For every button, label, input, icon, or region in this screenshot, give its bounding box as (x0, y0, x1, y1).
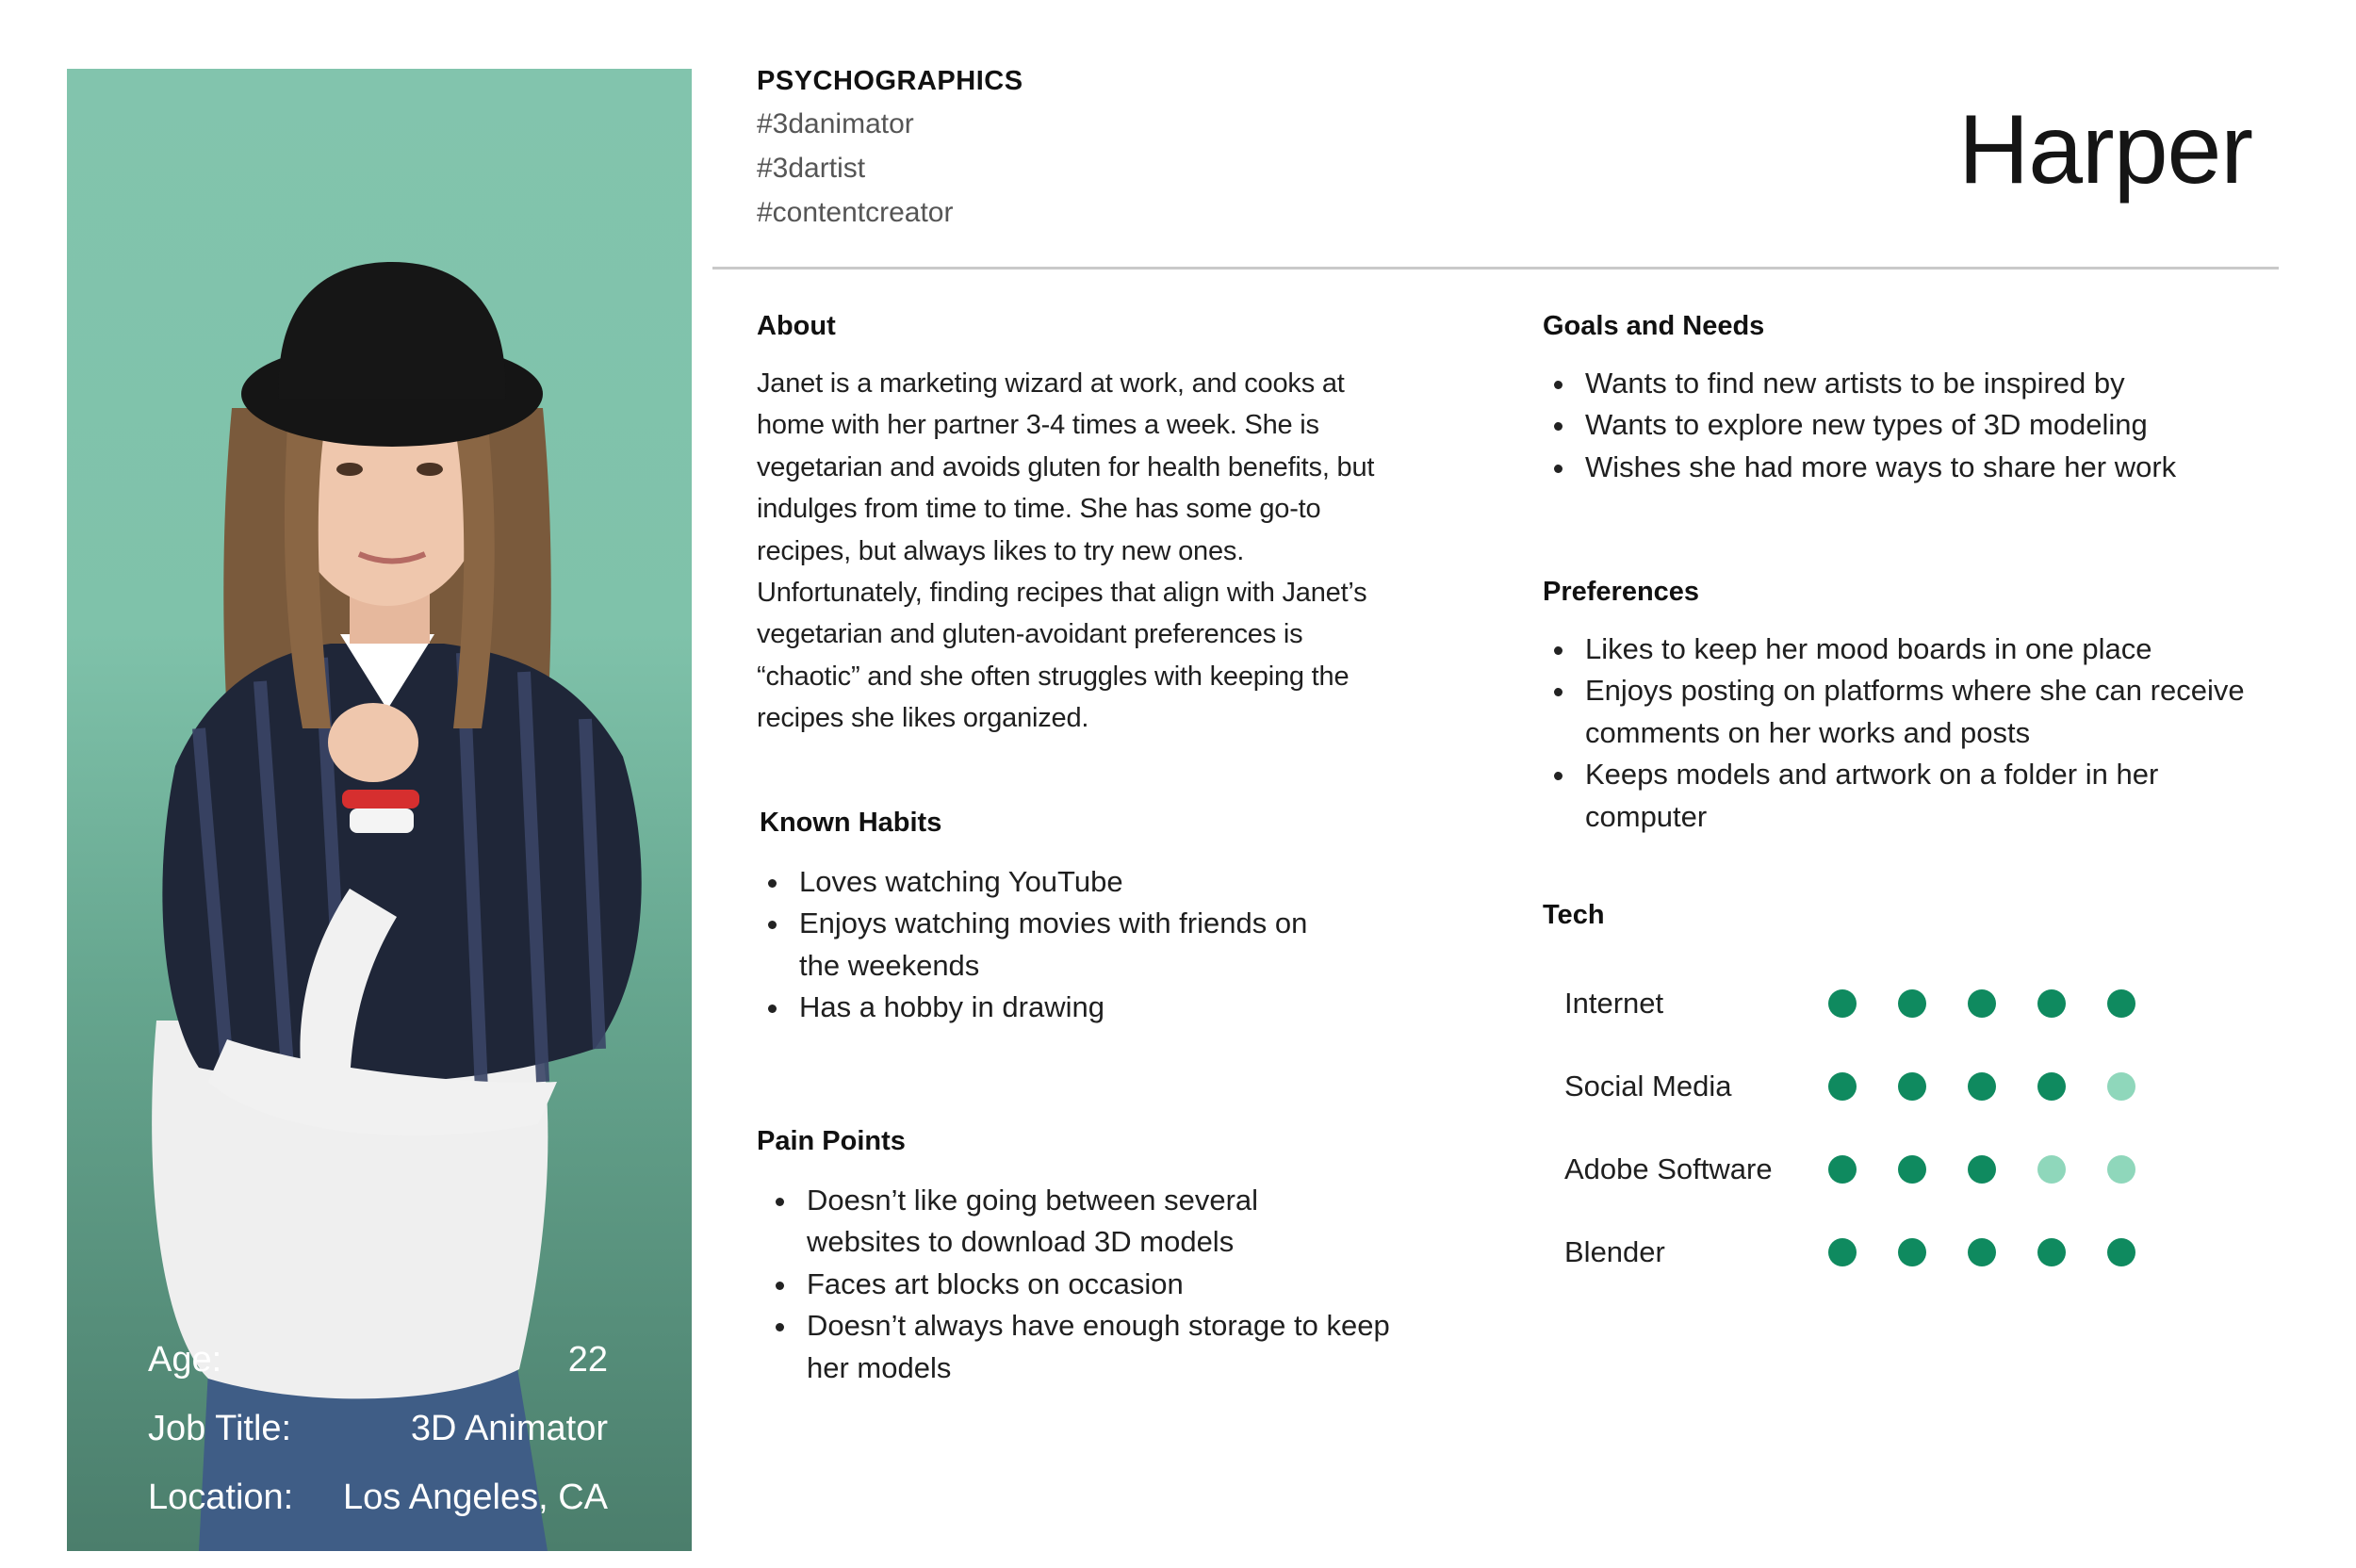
rating-dot-filled (2107, 1238, 2135, 1266)
about-line: recipes, but always likes to try new ones. (757, 535, 1245, 566)
persona-facts (148, 1326, 608, 1532)
fact-label: Location: (148, 1478, 294, 1517)
rating-dot-filled (1968, 1238, 1996, 1266)
tech-row (1564, 1141, 2177, 1198)
about-line: Unfortunately, finding recipes that align with Janet’s (757, 578, 1367, 609)
rating-dot-filled (1968, 1155, 1996, 1184)
rating-dot-empty (2107, 1072, 2135, 1101)
about-line: home with her partner 3-4 times a week. She is (757, 410, 1319, 441)
fact-value: Los Angeles, CA (343, 1478, 608, 1517)
list-item: Doesn’t like going between several websites to download 3D models (764, 1180, 1424, 1264)
about-text (757, 363, 1416, 740)
about-line: indulges from time to time. She has some go-to (757, 494, 1321, 525)
tech-row (1564, 1224, 2177, 1281)
rating-dot-filled (1828, 1155, 1857, 1184)
rating-dot-filled (1898, 1155, 1926, 1184)
tech-label: Adobe Software (1564, 1152, 1773, 1185)
about-line: “chaotic” and she often struggles with keeping the (757, 661, 1350, 692)
rating-dots (1828, 1072, 2177, 1101)
goals-heading: Goals and Needs (1543, 311, 1765, 341)
pain-points-list (764, 1180, 1424, 1389)
fact-location (148, 1463, 608, 1532)
tech-heading: Tech (1543, 900, 1605, 930)
fact-value: 3D Animator (410, 1409, 608, 1448)
rating-dots (1828, 1238, 2177, 1266)
list-item: Faces art blocks on occasion (764, 1264, 1424, 1305)
list-item: Has a hobby in drawing (757, 987, 1416, 1028)
rating-dot-filled (1828, 989, 1857, 1018)
list-item: Keeps models and artwork on a folder in her computer (1543, 754, 2315, 838)
list-item: Wants to explore new types of 3D modeling (1543, 404, 2315, 446)
rating-dot-filled (1828, 1238, 1857, 1266)
tag: #3danimator (757, 108, 914, 139)
preferences-heading: Preferences (1543, 577, 1700, 607)
list-item: Enjoys posting on platforms where she can receive comments on her works and posts (1543, 670, 2315, 754)
tech-label: Social Media (1564, 1070, 1732, 1102)
list-item: Doesn’t always have enough storage to keep her models (764, 1305, 1424, 1389)
about-line: vegetarian and gluten-avoidant preferences is (757, 619, 1303, 650)
profile-card (67, 69, 692, 1551)
list-item: Wishes she had more ways to share her work (1543, 447, 2315, 488)
pain-points-heading: Pain Points (757, 1126, 906, 1156)
rating-dot-filled (1898, 1072, 1926, 1101)
rating-dots (1828, 1155, 2177, 1184)
rating-dot-empty (2037, 1155, 2066, 1184)
list-item: Enjoys watching movies with friends on the weekends (757, 903, 1416, 987)
list-item: Wants to find new artists to be inspired by (1543, 363, 2315, 404)
persona-name: Harper (1958, 95, 2252, 204)
rating-dot-filled (2037, 989, 2066, 1018)
rating-dot-filled (2037, 1238, 2066, 1266)
rating-dot-filled (1968, 989, 1996, 1018)
tech-label: Blender (1564, 1235, 1665, 1268)
fact-value: 22 (567, 1340, 608, 1380)
rating-dot-filled (1828, 1072, 1857, 1101)
about-line: recipes she likes organized. (757, 703, 1089, 734)
rating-dot-filled (2037, 1072, 2066, 1101)
rating-dot-filled (2107, 989, 2135, 1018)
fact-label: Job Title: (148, 1409, 292, 1448)
fact-job-title (148, 1395, 608, 1463)
tech-row (1564, 1058, 2177, 1115)
fact-age (148, 1326, 608, 1395)
list-item: Loves watching YouTube (757, 861, 1416, 903)
rating-dots (1828, 989, 2177, 1018)
goals-list (1543, 363, 2315, 488)
tag: #3dartist (757, 153, 866, 184)
known-habits-list (757, 861, 1416, 1029)
list-item: Likes to keep her mood boards in one place (1543, 629, 2315, 670)
rating-dot-empty (2107, 1155, 2135, 1184)
rating-dot-filled (1898, 1238, 1926, 1266)
known-habits-heading: Known Habits (760, 808, 942, 838)
about-line: vegetarian and avoids gluten for health benefits, but (757, 451, 1375, 482)
psychographics-title: PSYCHOGRAPHICS (757, 66, 1023, 96)
tech-row (1564, 975, 2177, 1032)
rating-dot-filled (1968, 1072, 1996, 1101)
psychographics-tags (757, 102, 953, 235)
preferences-list (1543, 629, 2315, 838)
tech-label: Internet (1564, 987, 1664, 1020)
about-heading: About (757, 311, 836, 341)
rating-dot-filled (1898, 989, 1926, 1018)
about-line: Janet is a marketing wizard at work, and cooks at (757, 368, 1345, 399)
header-divider (712, 267, 2279, 270)
tag: #contentcreator (757, 197, 954, 228)
fact-label: Age: (148, 1340, 222, 1380)
